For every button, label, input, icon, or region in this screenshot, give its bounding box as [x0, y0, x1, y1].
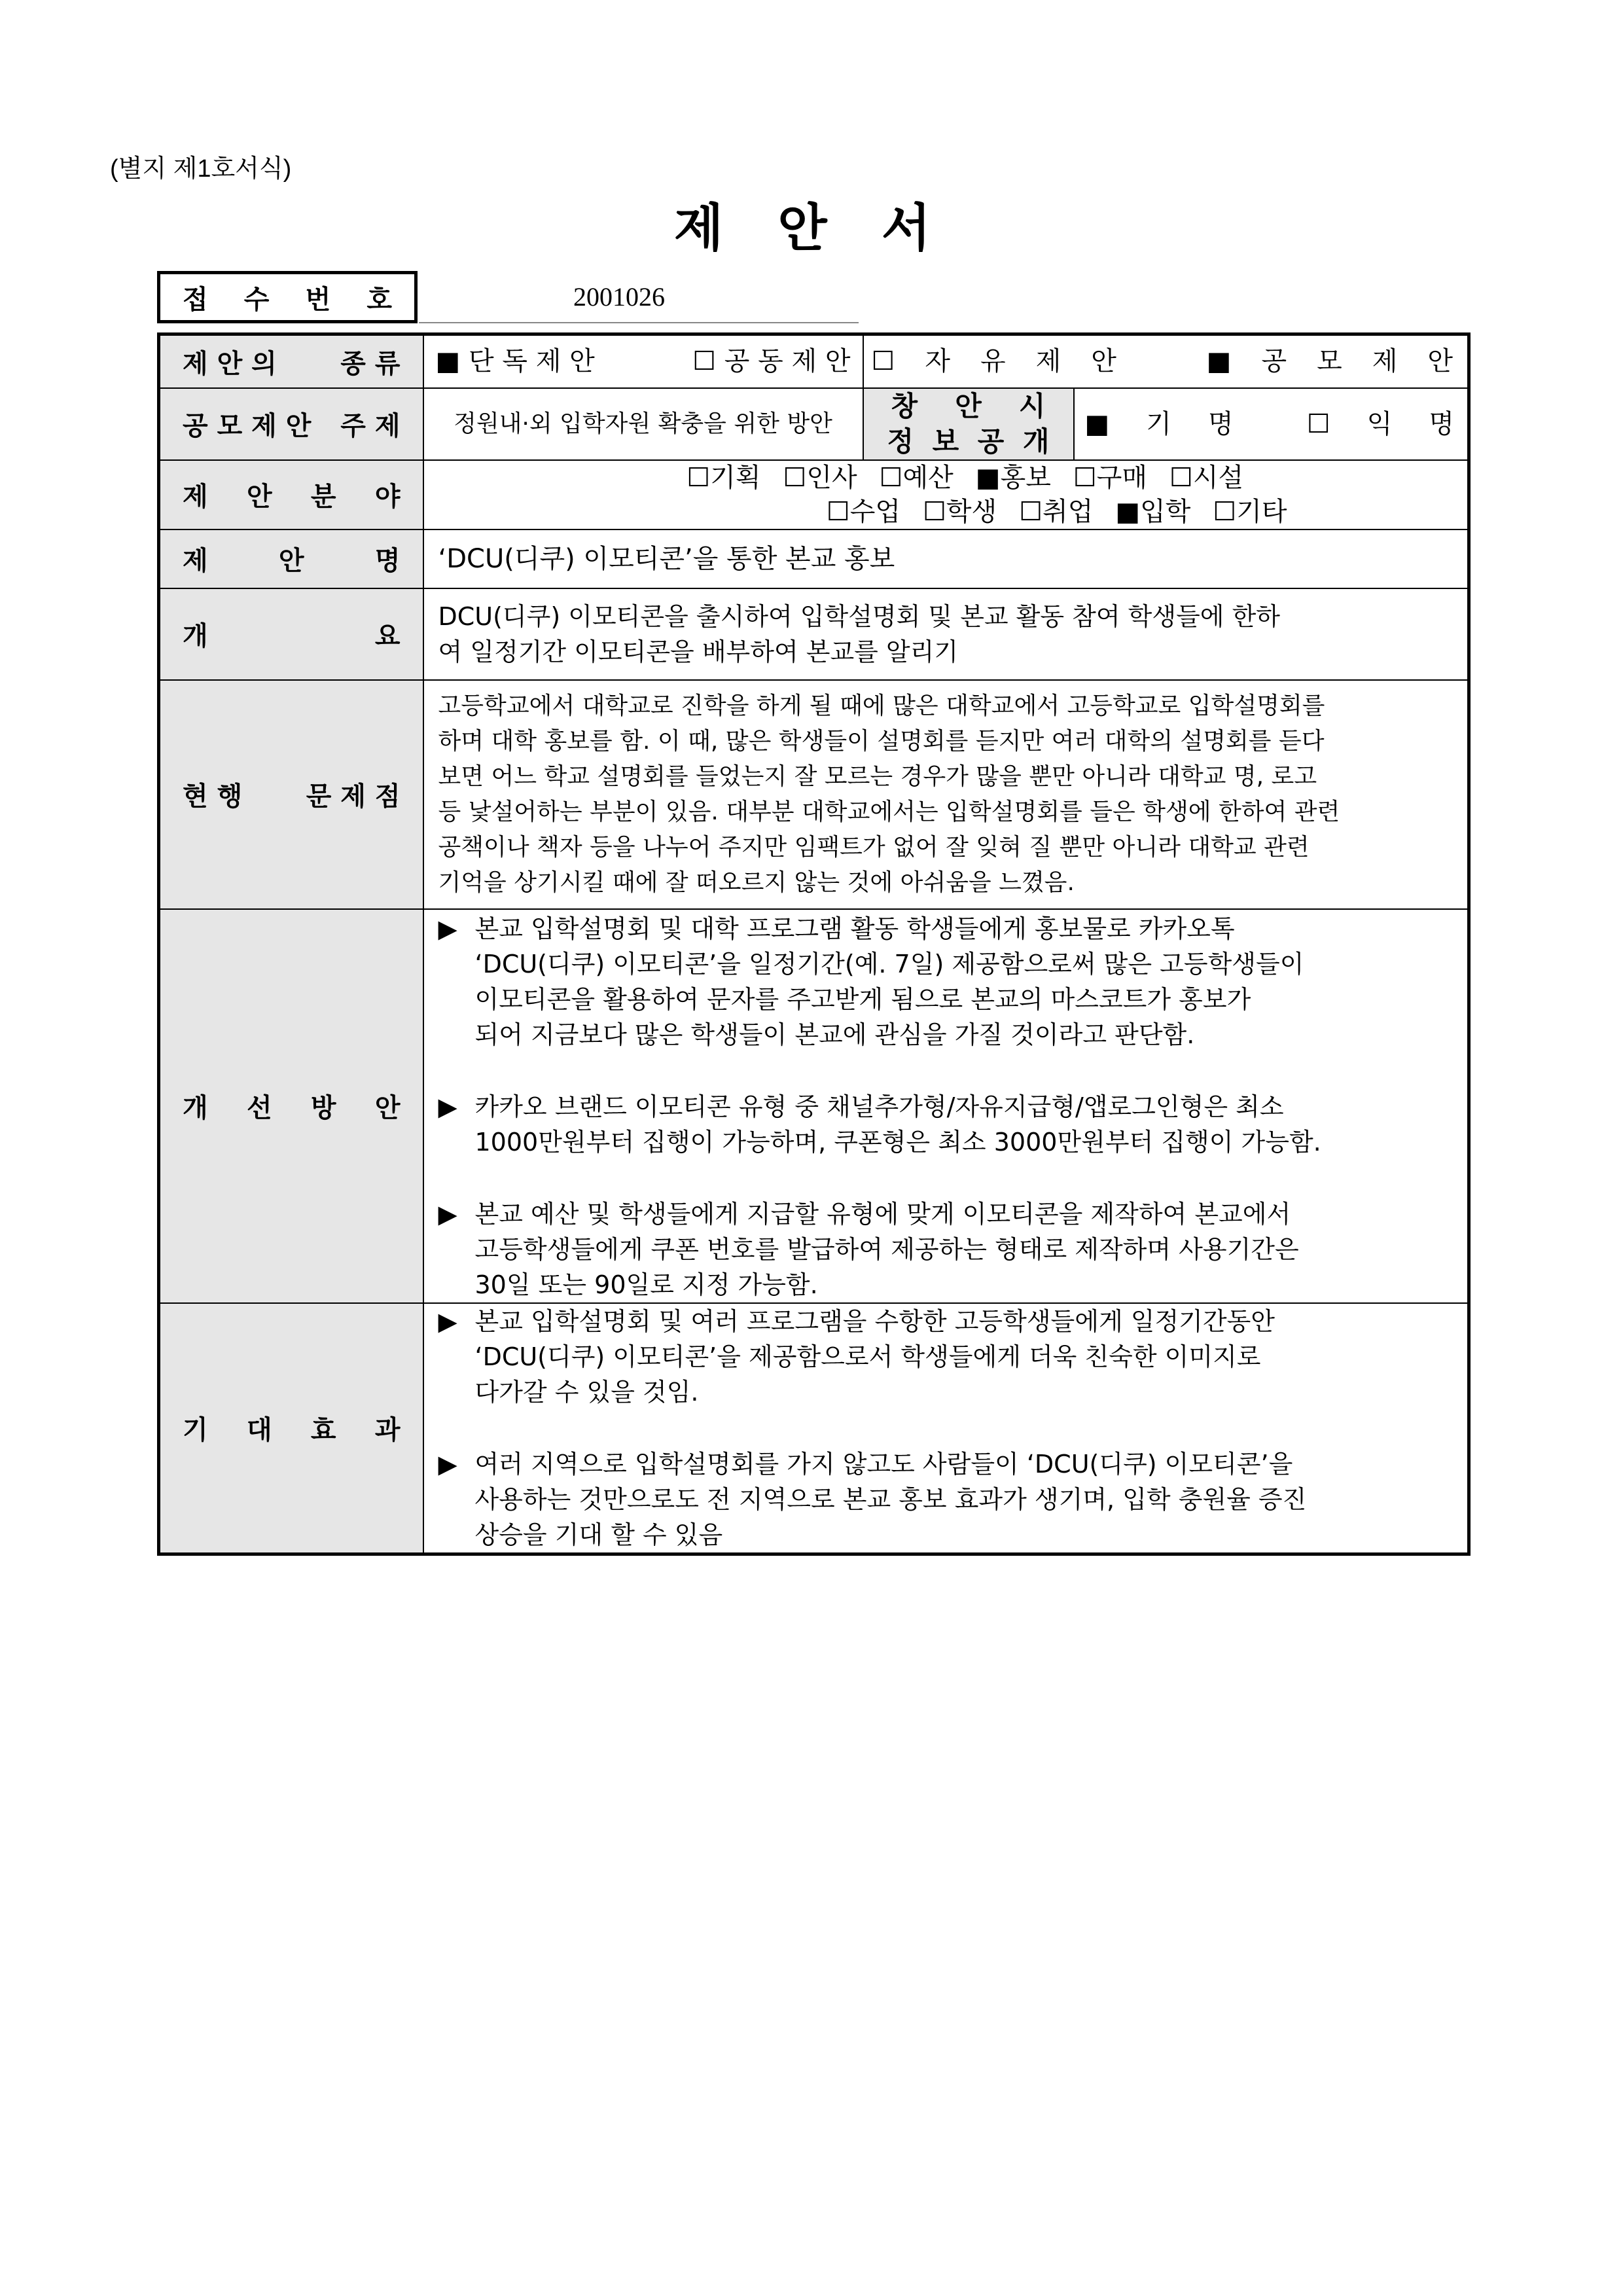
receipt-number-value: 2001026 [419, 271, 859, 323]
proposal-field-label [159, 460, 423, 529]
joint-proposal-option[interactable]: ☐ 공 동 제 안 [692, 346, 851, 377]
option-char: 명 [1207, 408, 1234, 439]
label-char: 과 [374, 1415, 401, 1445]
label-char: 공 모 제 안 [183, 411, 312, 441]
improvement-value [423, 909, 1469, 1303]
effect-item [424, 1446, 1468, 1552]
item-line: 여러 지역으로 입학설명회를 가지 않고도 사람들이 ‘DCU(디쿠) 이모티콘’을 [474, 1449, 1293, 1479]
label-char: 효 [310, 1415, 336, 1445]
item-line: 다가갈 수 있을 것임. [474, 1377, 699, 1407]
item-line: 카카오 브랜드 이모티콘 유형 중 채널추가형/자유지급형/앱로그인형은 최소 [474, 1092, 1284, 1121]
label-char: 안 [278, 546, 304, 576]
expected-effect-row [159, 1303, 1469, 1554]
summary-value [423, 588, 1469, 680]
item-line: 본교 입학설명회 및 여러 프로그램을 수항한 고등학생들에게 일정기간동안 [474, 1306, 1275, 1336]
summary-label [159, 588, 423, 680]
option-char: 익 [1366, 408, 1393, 439]
option-char: 제 [1035, 346, 1061, 377]
field-option[interactable]: ☐시설 [1169, 462, 1244, 493]
label-char: 창 [891, 389, 918, 422]
label-char: 시 [1018, 389, 1046, 422]
field-option[interactable]: ☐구매 [1073, 462, 1147, 493]
topic-text: 정원내·외 입학자원 확충을 위한 방안 [454, 410, 832, 437]
field-option[interactable]: ☐학생 [923, 496, 997, 527]
expected-effect-value [423, 1303, 1469, 1554]
proposal-type-label [159, 334, 423, 388]
receipt-number-box [157, 271, 859, 327]
bullet-arrow-icon: ▶ [438, 1092, 457, 1121]
item-line: ‘DCU(디쿠) 이모티콘’을 일정기간(예. 7일) 제공함으로써 많은 고등학생들이 [474, 949, 1304, 978]
option-char: ☐ [871, 346, 895, 377]
label-char: 보 [932, 425, 959, 457]
field-option[interactable]: ■홍보 [975, 462, 1051, 493]
option-char: 모 [1317, 346, 1342, 377]
item-line: 30일 또는 90일로 지정 가능함. [474, 1270, 818, 1299]
proposal-type-options [423, 334, 863, 388]
label-char: 제 [183, 482, 208, 512]
improvement-row [159, 909, 1469, 1303]
item-line: 본교 입학설명회 및 대학 프로그램 활동 학생들에게 홍보물로 카카오톡 [474, 914, 1235, 943]
contest-topic-value [423, 388, 863, 460]
proposal-name-text: ‘DCU(디쿠) 이모티콘’을 통한 본교 홍보 [438, 543, 895, 574]
item-line: 사용하는 것만으로도 전 지역으로 본교 홍보 효과가 생기며, 입학 충원율 증진 [474, 1484, 1307, 1514]
current-problem-row [159, 680, 1469, 909]
improvement-item [424, 911, 1468, 1052]
field-option[interactable]: ☐인사 [783, 462, 857, 493]
current-problem-value [423, 680, 1469, 909]
summary-line: DCU(디쿠) 이모티콘을 출시하여 입학설명회 및 본교 활동 참여 학생들에 한하 [438, 601, 1281, 631]
problem-line: 등 낯설어하는 부분이 있음. 대부분 대학교에서는 입학설명회를 들은 학생에 한하여 관련 [438, 798, 1340, 825]
document-title: 제 안 서 [673, 199, 950, 258]
bullet-arrow-icon: ▶ [438, 1449, 457, 1479]
label-char: 공 [977, 425, 1005, 457]
option-char: 자 [925, 346, 950, 377]
improvement-item [424, 1196, 1468, 1302]
problem-line: 고등학교에서 대학교로 진학을 하게 될 때에 많은 대학교에서 고등학교로 입학설명회를 [438, 692, 1325, 719]
label-char: 제 안 의 [183, 348, 277, 379]
label-char: 분 [310, 482, 336, 512]
disclosure-label [863, 388, 1074, 460]
anonymous-option[interactable] [1307, 406, 1454, 442]
free-proposal-option[interactable] [872, 344, 1116, 379]
label-char: 요 [374, 621, 401, 651]
field-option[interactable]: ☐기타 [1213, 496, 1287, 527]
label-char: 야 [374, 482, 401, 512]
option-char: 제 [1372, 346, 1398, 377]
label-char: 제 [183, 546, 208, 576]
proposal-category-options [863, 334, 1469, 388]
label-char: 개 [1022, 425, 1050, 457]
label-char: 기 [183, 1415, 208, 1445]
contest-topic-row [159, 388, 1469, 460]
item-line: 고등학생들에게 쿠폰 번호를 발급하여 제공하는 형태로 제작하며 사용기간은 [474, 1234, 1299, 1264]
label-char: 안 [955, 389, 982, 422]
proposal-name-label [159, 529, 423, 588]
item-line: 되어 지금보다 많은 학생들이 본교에 관심을 가질 것이라고 판단함. [474, 1020, 1195, 1049]
option-char: 안 [1427, 346, 1453, 377]
label-char: 호 [366, 284, 392, 315]
option-char: 유 [980, 346, 1006, 377]
item-line: 1000만원부터 집행이 가능하며, 쿠폰형은 최소 3000만원부터 집행이 가능함. [474, 1127, 1321, 1157]
form-reference: (별지 제1호서식) [110, 155, 292, 183]
improvement-item [424, 1089, 1468, 1160]
label-char: 안 [374, 1093, 401, 1123]
label-char: 종 류 [340, 348, 401, 379]
proposal-field-options [423, 460, 1469, 529]
label-char: 수 [243, 284, 270, 315]
bullet-arrow-icon: ▶ [438, 1306, 457, 1336]
field-option[interactable]: ☐기획 [687, 462, 761, 493]
option-char: 안 [1091, 346, 1116, 377]
proposal-name-value [423, 529, 1469, 588]
item-line: 상승을 기대 할 수 있음 [474, 1520, 723, 1549]
option-char: 명 [1429, 408, 1454, 439]
proposal-table [157, 332, 1471, 1556]
item-line: ‘DCU(디쿠) 이모티콘’을 제공함으로서 학생들에게 더욱 친숙한 이미지로 [474, 1342, 1261, 1371]
field-option[interactable]: ☐예산 [879, 462, 954, 493]
label-char: 선 [246, 1093, 272, 1123]
named-option[interactable] [1085, 406, 1234, 442]
problem-line: 하며 대학 홍보를 함. 이 때, 많은 학생들이 설명회를 듣지만 여러 대학의 설명회를 듣다 [438, 727, 1325, 755]
disclosure-options [1074, 388, 1469, 460]
field-option[interactable]: ☐취업 [1019, 496, 1094, 527]
option-char: 공 [1261, 346, 1287, 377]
label-char: 방 [310, 1093, 336, 1123]
label-char: 주 제 [340, 411, 401, 441]
expected-effect-label [159, 1303, 423, 1554]
receipt-number-label [157, 271, 418, 323]
single-proposal-option[interactable]: ■ 단 독 제 안 [435, 346, 595, 377]
item-line: 본교 예산 및 학생들에게 지급할 유형에 맞게 이모티콘을 제작하여 본교에서 [474, 1199, 1291, 1229]
problem-line: 보면 어느 학교 설명회를 들었는지 잘 모르는 경우가 많을 뿐만 아니라 대학교 명, 로고 [438, 762, 1317, 790]
problem-line: 기억을 상기시킬 때에 잘 떠오르지 않는 것에 아쉬움을 느꼈음. [438, 869, 1075, 896]
problem-line: 공책이나 책자 등을 나누어 주지만 임팩트가 없어 잘 잊혀 질 뿐만 아니라 대학교 관련 [438, 833, 1310, 861]
label-char: 번 [305, 284, 331, 315]
effect-item [424, 1304, 1468, 1410]
label-char: 문 제 점 [306, 781, 401, 812]
improvement-label [159, 909, 423, 1303]
field-option[interactable]: ☐수업 [826, 496, 901, 527]
current-problem-label [159, 680, 423, 909]
label-char: 대 [246, 1415, 272, 1445]
option-char: ■ [1084, 408, 1110, 439]
label-char: 현 행 [183, 781, 243, 812]
option-char: ■ [1206, 346, 1232, 377]
proposal-type-row [159, 334, 1469, 388]
label-char: 접 [183, 284, 208, 315]
field-option[interactable]: ■입학 [1115, 496, 1191, 527]
item-line: 이모티콘을 활용하여 문자를 주고받게 됨으로 본교의 마스코트가 홍보가 [474, 984, 1251, 1014]
label-char: 개 [183, 621, 208, 651]
contest-proposal-option[interactable] [1207, 344, 1453, 379]
label-char: 정 [887, 425, 914, 457]
proposal-field-row [159, 460, 1469, 529]
summary-line: 여 일정기간 이모티콘을 배부하여 본교를 알리기 [438, 637, 959, 666]
option-char: ☐ [1306, 408, 1330, 439]
label-char: 개 [183, 1093, 208, 1123]
option-char: 기 [1146, 408, 1171, 439]
bullet-arrow-icon: ▶ [438, 1199, 457, 1229]
proposal-name-row [159, 529, 1469, 588]
summary-row [159, 588, 1469, 680]
label-char: 안 [246, 482, 272, 512]
contest-topic-label [159, 388, 423, 460]
bullet-arrow-icon: ▶ [438, 914, 457, 943]
label-char: 명 [374, 546, 401, 576]
